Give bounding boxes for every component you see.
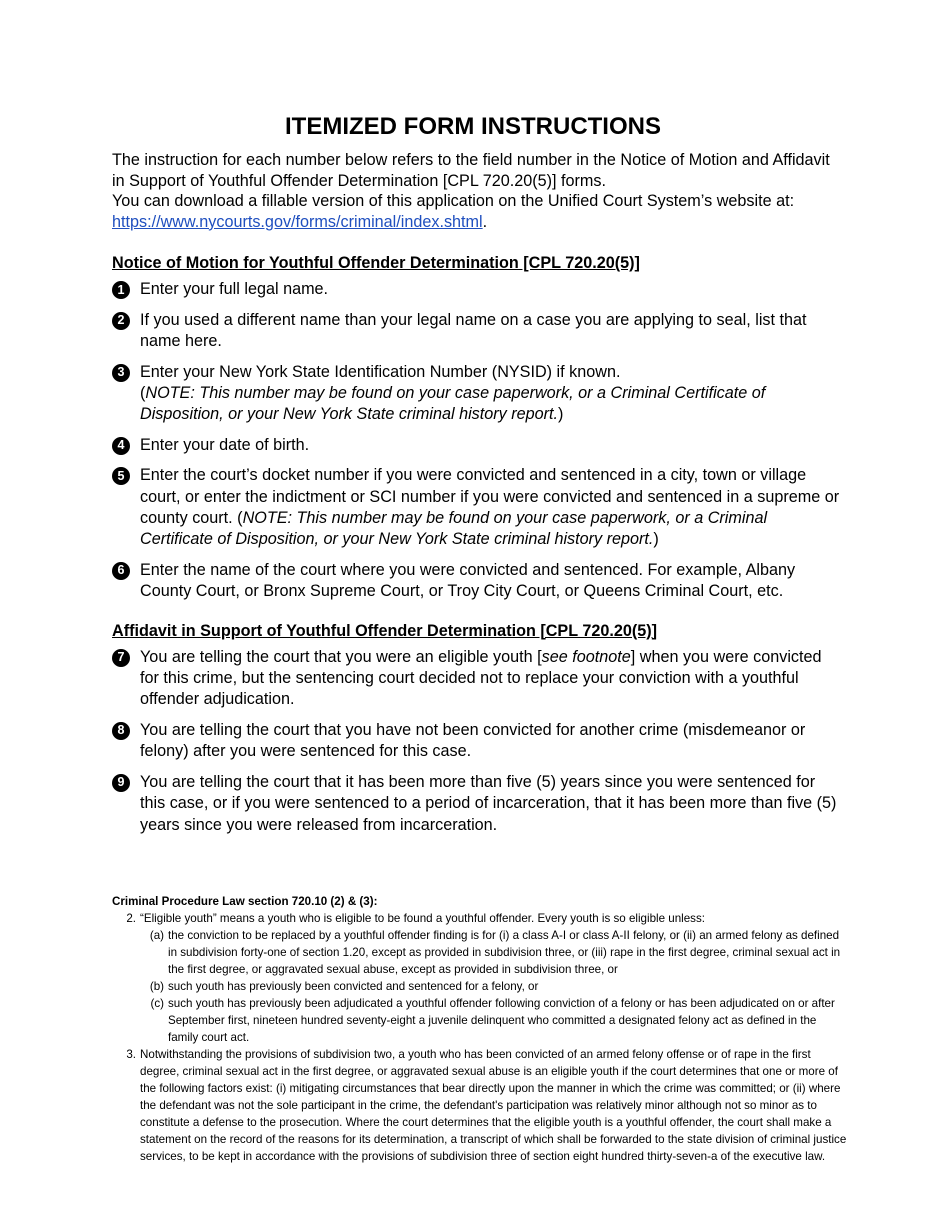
item-text-main: Enter your New York State Identification Number (NYSID) if known. (140, 362, 621, 381)
number-badge-icon: 7 (112, 649, 130, 667)
footnote-reference: see footnote (541, 647, 631, 666)
notice-of-motion-items (112, 279, 840, 602)
paragraph-text: “Eligible youth” means a youth who is eligible to be found a youthful offender. Every youth is so eligible unless: (140, 912, 705, 925)
list-item (112, 720, 840, 763)
section-heading-affidavit: Affidavit in Support of Youthful Offender Determination [CPL 720.20(5)] (112, 621, 658, 640)
item-text: Enter your date of birth. (140, 435, 310, 454)
item-text-post: ] when you were convicted for this crime, but the sentencing court decided not to replace your conviction with a youthful offender adjudication. (140, 647, 822, 709)
section-heading-notice-of-motion: Notice of Motion for Youthful Offender Determination [CPL 720.20(5)] (112, 254, 640, 273)
footnote-subparagraph (112, 978, 847, 995)
paragraph-text: Notwithstanding the provisions of subdivision two, a youth who has been convicted of an armed felony offense or of rape in the first degree, criminal sexual act in the first degree, or aggravated sexual abuse is an eligible youth if the court determines that one or more of the following factors exist: (i) mitigating circumstances that bear directly upon the manner in which the crime was committed; or (ii) where the defendant was not the sole participant in the crime, the defendant's participation was relatively minor although not so minor as to constitute a defense to the prosecution. Where the court determines that the eligible youth is a youthful offender, the court shall make a statement on the record of the reasons for its determination, a transcript of which shall be forwarded to the state division of criminal justice services, to be kept in accordance with the provisions of subdivision three of section eight hundred thirty-seven-a of the executive law. (140, 1048, 847, 1163)
number-badge-icon: 9 (112, 774, 130, 792)
item-text (140, 465, 840, 551)
number-badge-icon: 4 (112, 437, 130, 455)
item-text: Enter the name of the court where you were convicted and sentenced. For example, Albany County Court, or Bronx Supreme Court, or Troy City Court, or Queens Criminal Court, etc. (140, 560, 796, 601)
item-text (140, 647, 840, 711)
item-note: NOTE: This number may be found on your case paperwork, or a Criminal Certificate of Disposition, or your New York State criminal history report. (140, 509, 768, 549)
footnote-paragraph-2 (112, 910, 847, 927)
affidavit-items (112, 647, 840, 836)
item-text: Enter your full legal name. (140, 280, 329, 299)
paragraph-label: 2. (126, 912, 136, 925)
subparagraph-text: the conviction to be replaced by a youthful offender finding is for (i) a class A-I or class A-II felony, or (ii) an armed felony as defined in subdivision forty-one of section 1.20, except as provided in subdivision three, or (iii) rape in the first degree, criminal sexual act in the first degree, or aggravated sexual abuse, except as provided in subdivision three, or (168, 929, 841, 976)
list-item (112, 435, 840, 456)
note-close: ) (653, 530, 659, 549)
item-text-main: Enter the court’s docket number if you were convicted and sentenced in a city, town or village court, or enter the indictment or SCI number if you were convicted and sentenced in a supreme or county court. ( (140, 466, 840, 528)
number-badge-icon: 3 (112, 364, 130, 382)
number-badge-icon: 2 (112, 312, 130, 330)
paragraph-label: 3. (126, 1048, 136, 1061)
forms-website-link[interactable]: https://www.nycourts.gov/forms/criminal/index.shtml (112, 212, 483, 231)
page-title: ITEMIZED FORM INSTRUCTIONS (285, 113, 661, 140)
list-item (112, 772, 840, 836)
instructions-page (112, 112, 840, 845)
list-item (112, 647, 840, 711)
intro-download-text (112, 191, 840, 232)
list-item (112, 279, 840, 300)
list-item (112, 465, 840, 551)
footnote (112, 893, 847, 1165)
item-text: You are telling the court that it has been more than five (5) years since you were sentenced for this case, or if you were sentenced to a period of incarceration, that it has been more than five (5) years since you were released from incarceration. (140, 772, 837, 834)
link-suffix: . (482, 212, 488, 231)
number-badge-icon: 5 (112, 467, 130, 485)
item-text (140, 362, 840, 426)
subparagraph-text: such youth has previously been convicted and sentenced for a felony, or (168, 980, 539, 993)
download-text: You can download a fillable version of this application on the Unified Court System’s website at: (112, 192, 795, 211)
subparagraph-label: (a) (149, 929, 164, 942)
item-text: If you used a different name than your legal name on a case you are applying to seal, list that name here. (140, 310, 807, 351)
footnote-subparagraph (112, 927, 847, 978)
subparagraph-label: (b) (149, 980, 164, 993)
list-item (112, 362, 840, 426)
item-note: NOTE: This number may be found on your case paperwork, or a Criminal Certificate of Disposition, or your New York State criminal history report. (140, 384, 766, 424)
note-open: ( (140, 384, 146, 402)
number-badge-icon: 6 (112, 562, 130, 580)
list-item (112, 560, 840, 603)
subparagraph-text: such youth has previously been adjudicated a youthful offender following conviction of a felony or has been adjudicated on or after September first, nineteen hundred seventy-eight a juvenile delinquent who committed a designated felony act as defined in the family court act. (168, 997, 835, 1044)
intro-text: The instruction for each number below refers to the field number in the Notice of Motion and Affidavit in Support of Youthful Offender Determination [CPL 720.20(5)] forms. (112, 151, 830, 190)
footnote-title: Criminal Procedure Law section 720.10 (2) & (3): (112, 895, 378, 908)
subparagraph-label: (c) (150, 997, 164, 1010)
item-text-pre: You are telling the court that you were an eligible youth [ (140, 647, 542, 666)
item-text: You are telling the court that you have not been convicted for another crime (misdemeanor or felony) after you were sentenced for this case. (140, 720, 806, 761)
list-item (112, 310, 840, 353)
number-badge-icon: 8 (112, 722, 130, 740)
number-badge-icon: 1 (112, 281, 130, 299)
intro (112, 150, 840, 232)
footnote-subparagraph (112, 995, 847, 1046)
footnote-paragraph-3 (112, 1046, 847, 1165)
note-close: ) (558, 405, 564, 424)
